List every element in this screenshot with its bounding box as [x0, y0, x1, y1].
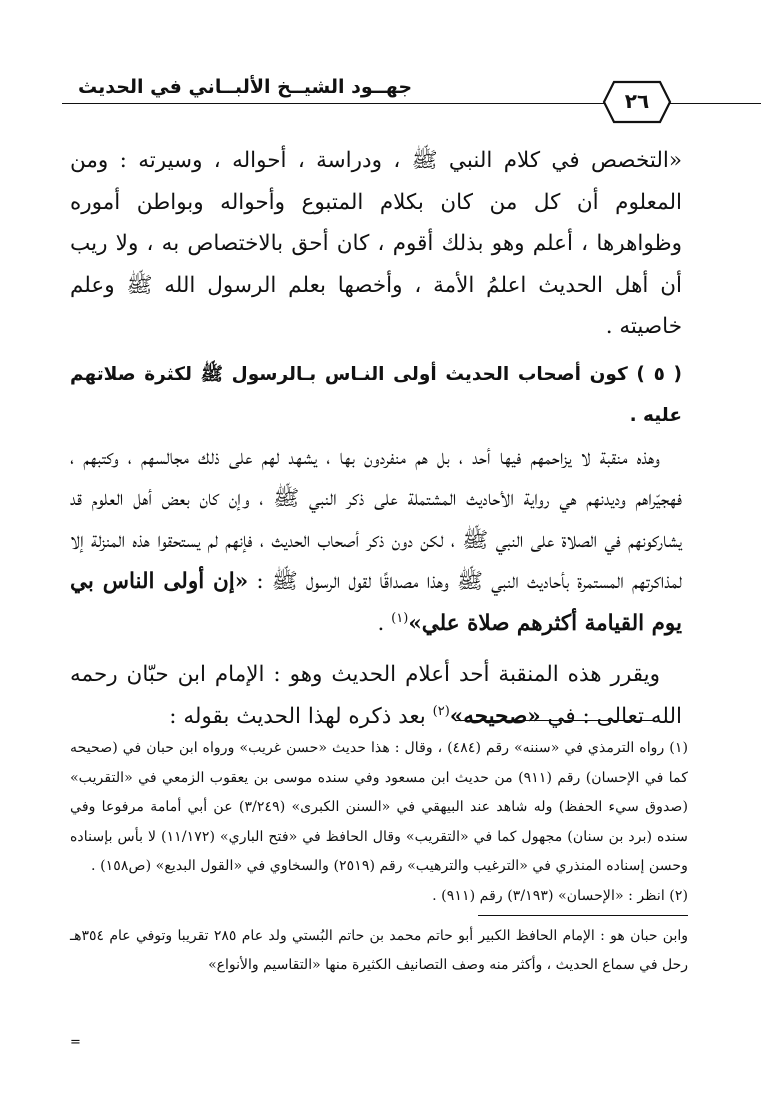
quote-end: . — [377, 610, 392, 636]
paragraph-3-text-a: ويقرر هذه المنقبة أحد أعلام الحديث وهو : الإمام ابن حبّان رحمه الله تعالى : في — [70, 662, 682, 729]
running-header-title: جهــود الشيــخ الألبــاني في الحديث — [78, 76, 413, 98]
paragraph-2 — [70, 437, 682, 645]
paragraph-1: «التخصص في كلام النبي ﷺ ، ودراسة ، أحواله ، وسيرته : ومن المعلوم أن كل من كان بكلام المتبوع وأحواله وبواطن أموره وظواهرها ، أعلم وهو بذلك أقوم ، كان أحق بالاختصاص به ، ولا ريب أن أهل الحديث اعلمُ الأمة ، وأخصها بعلم الرسول الله ﷺ وعلم خاصيته . — [70, 148, 682, 339]
footnote-separator — [478, 915, 688, 916]
hadith-quote: «إن أولى الناس بي يوم القيامة أكثرهم صلاة علي» — [70, 569, 682, 636]
footnote-ref-2: (٢) — [432, 703, 450, 719]
paragraph-3 — [70, 654, 682, 737]
book-title-sahih: «صحيحه» — [449, 703, 541, 729]
footnotes — [70, 734, 688, 980]
footnote-ref-1: (١) — [391, 610, 409, 626]
paragraph-3-text-c: بعد ذكره لهذا الحديث بقوله : — [169, 703, 433, 729]
footnote-2: (٢) انظر : «الإحسان» (٣/١٩٣) رقم (٩١١) . — [432, 887, 688, 904]
paragraph-2-text: وهذه منقبة لا يزاحمهم فيها أحد ، بل هم منفردون بها ، يشهد لهم على ذلك مجالسهم ، وكتبهم ، فهجيّراهم وديدنهم هي رواية الأحاديث المشتملة على ذكر النبي ﷺ ، وإن كان بعض أهل العلوم قد يشاركونهم في الصلاة على النبي ﷺ ، لكن دون ذكر أصحاب الحديث ، فإنهم لم يستحقوا هذه المنزلة إلا لمذاكرتهم المستمرة بأحاديث النبي ﷺ وهذا مصداقًا لقول الرسول ﷺ : — [70, 444, 682, 594]
main-text — [70, 140, 682, 737]
footnote-note: وابن حبان هو : الإمام الحافظ الكبير أبو حاتم محمد بن حاتم البُستي ولد عام ٢٨٥ تقريبا وتوفي عام ٣٥٤هـ رحل في سماع الحديث ، وأكثر منه وصف التصانيف الكثيرة منها «التقاسيم والأنواع» — [70, 928, 688, 973]
footnote-1: (١) رواه الترمذي في «سننه» رقم (٤٨٤) ، وقال : هذا حديث «حسن غريب» ورواه ابن حبان في (صحيحه كما في الإحسان) رقم (٩١١) من حديث ابن مسعود وفي سنده موسى بن يعقوب الزمعي في «التقريب» (صدوق سيء الحفظ) وله شاهد عند البيهقي في «السنن الكبرى» (٣/٢٤٩) عن أبي أمامة مرفوعا وفي سنده (برد بن سنان) مجهول كما في «التقريب» وقال الحافظ في «فتح الباري» (١١/١٧٢) لا بأس بإسناده وحسن إسناده المنذري في «الترغيب والترهيب» رقم (٢٥١٩) والسخاوي في «القول البديع» (ص١٥٨) . — [70, 740, 688, 874]
section-heading: ( ٥ ) كون أصحاب الحديث أولى النـاس بـالرسول ﷺ لكثرة صلاتهم عليه . — [70, 363, 682, 426]
continuation-mark: = — [70, 1035, 81, 1050]
page-number-badge — [602, 80, 672, 124]
page-number: ٢٦ — [624, 89, 650, 113]
footnote-rule — [455, 720, 655, 721]
